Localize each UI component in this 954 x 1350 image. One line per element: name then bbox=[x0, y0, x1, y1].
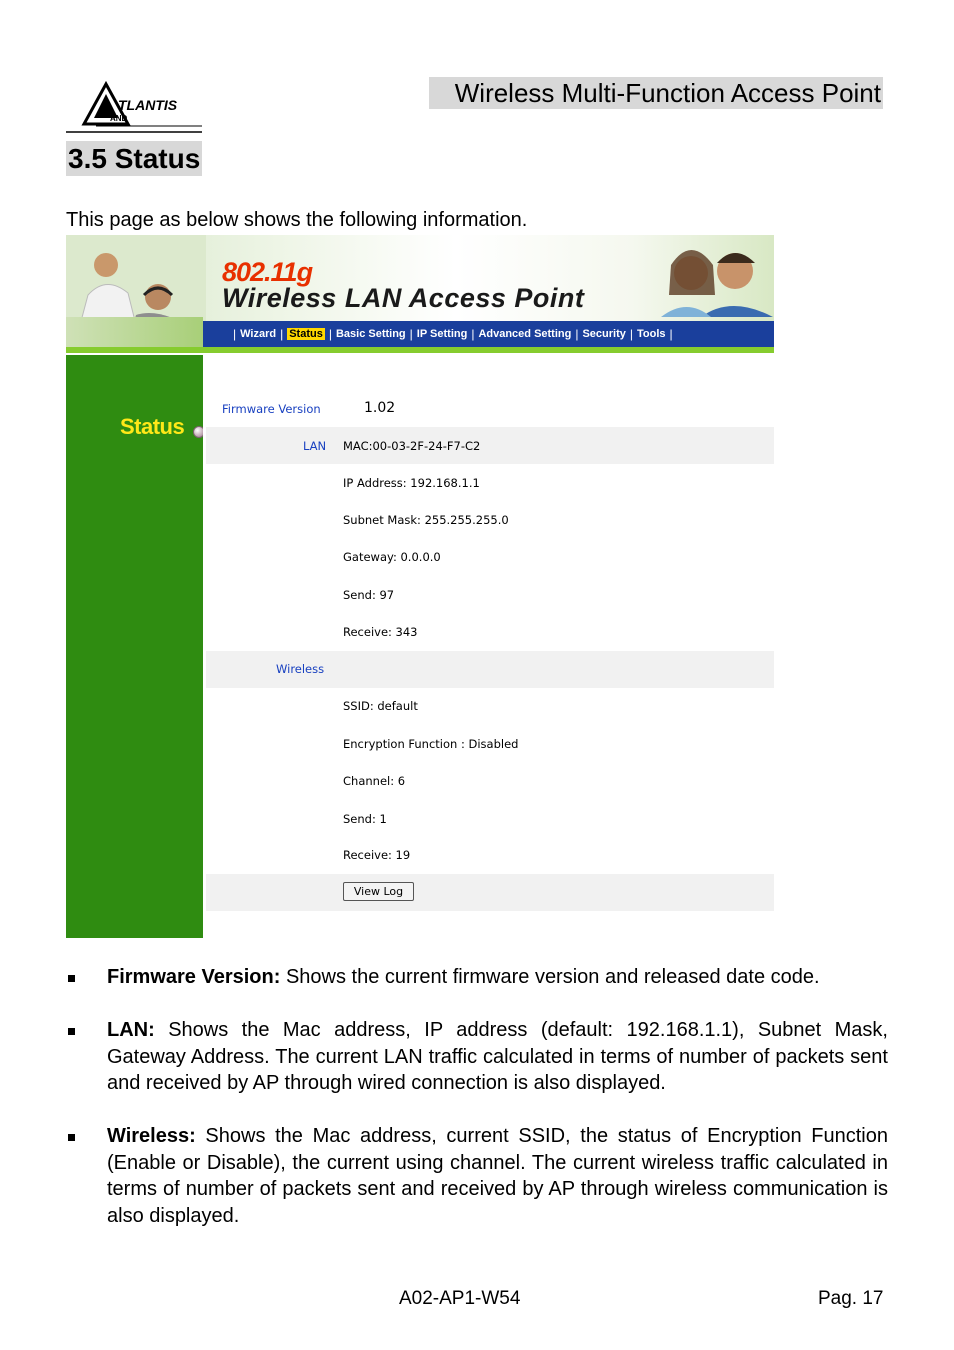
bullet-firmware bbox=[66, 964, 888, 991]
nav-separator: | bbox=[328, 327, 332, 341]
lan-gateway: Gateway: 0.0.0.0 bbox=[343, 550, 441, 564]
nav-advanced-setting[interactable]: Advanced Setting bbox=[478, 328, 572, 340]
firmware-value: 1.02 bbox=[364, 400, 396, 416]
svg-text:TLANTIS: TLANTIS bbox=[118, 97, 178, 113]
bullet-description: Shows the current firmware version and released date code. bbox=[280, 966, 820, 988]
nav-separator: | bbox=[629, 327, 634, 341]
nav-separator: | bbox=[575, 327, 579, 341]
wireless-receive: Receive: 19 bbox=[343, 848, 411, 862]
lan-label: LAN bbox=[303, 439, 327, 453]
status-content bbox=[203, 355, 774, 938]
bullet-term: Wireless: bbox=[107, 1125, 196, 1147]
nav-separator: | bbox=[409, 327, 413, 341]
status-page-screenshot bbox=[66, 235, 774, 938]
nav-wizard[interactable]: Wizard bbox=[240, 328, 277, 340]
banner-product-name: Wireless LAN Access Point bbox=[222, 283, 585, 313]
square-bullet-icon bbox=[68, 1028, 75, 1035]
nav-basic-setting[interactable]: Basic Setting bbox=[335, 328, 406, 340]
bullet-term: LAN: bbox=[107, 1019, 155, 1041]
banner-model: 802.11g bbox=[222, 257, 313, 287]
bullet-text bbox=[107, 964, 888, 991]
lan-ip: IP Address: 192.168.1.1 bbox=[343, 476, 480, 490]
nav-status[interactable]: Status bbox=[289, 328, 323, 340]
banner-photo-right bbox=[651, 235, 774, 317]
bullet-description: Shows the Mac address, current SSID, the status of Encryption Function (Enable or Disable), the current using channel. The current wireless traffic calculated in terms of number of packets sent and received by AP through wireless communication is also displayed. bbox=[107, 1125, 888, 1227]
footer-model-code: A02-AP1-W54 bbox=[399, 1288, 521, 1309]
bullet-wireless bbox=[66, 1123, 888, 1229]
bullet-lan bbox=[66, 1017, 888, 1097]
view-log-button[interactable]: View Log bbox=[343, 882, 414, 901]
wireless-ssid: SSID: default bbox=[343, 699, 418, 713]
page-number: Pag. 17 bbox=[818, 1288, 884, 1309]
svg-text:AND: AND bbox=[110, 114, 128, 123]
nav-separator: | bbox=[471, 327, 475, 341]
bullet-term: Firmware Version: bbox=[107, 966, 281, 988]
lan-mac: MAC:00-03-2F-24-F7-C2 bbox=[343, 439, 481, 453]
nav-separator: | bbox=[233, 327, 237, 341]
wireless-channel: Channel: 6 bbox=[343, 774, 406, 788]
intro-text: This page as below shows the following information. bbox=[66, 209, 528, 231]
lan-mask: Subnet Mask: 255.255.255.0 bbox=[343, 513, 509, 527]
top-nav bbox=[203, 321, 774, 347]
nav-security[interactable]: Security bbox=[582, 328, 626, 340]
nav-ip-setting[interactable]: IP Setting bbox=[416, 328, 468, 340]
wireless-encryption: Encryption Function : Disabled bbox=[343, 737, 519, 751]
document-title: Wireless Multi-Function Access Point bbox=[429, 77, 883, 109]
lan-receive: Receive: 343 bbox=[343, 625, 418, 639]
action-row-band bbox=[206, 874, 774, 911]
sidebar bbox=[66, 355, 203, 938]
lan-row-band bbox=[206, 427, 774, 464]
atlantis-logo bbox=[66, 80, 202, 140]
nav-separator: | bbox=[280, 327, 284, 341]
lan-send: Send: 97 bbox=[343, 588, 395, 602]
wireless-label: Wireless bbox=[276, 662, 325, 676]
section-heading: 3.5 Status bbox=[68, 143, 201, 174]
bullet-description: Shows the Mac address, IP address (default: 192.168.1.1), Subnet Mask, Gateway Address. The current LAN traffic calculated in terms of number of packets sent and received by AP through wired connection is also displayed. bbox=[107, 1019, 888, 1094]
bullet-text bbox=[107, 1017, 888, 1097]
square-bullet-icon bbox=[68, 975, 75, 982]
sidebar-title: Status bbox=[120, 414, 185, 439]
nav-separator: | bbox=[669, 327, 673, 341]
nav-underline bbox=[66, 347, 774, 353]
square-bullet-icon bbox=[68, 1134, 75, 1141]
nav-spacer bbox=[66, 317, 203, 349]
nav-tools[interactable]: Tools bbox=[637, 328, 666, 340]
wireless-send: Send: 1 bbox=[343, 812, 387, 826]
firmware-label: Firmware Version bbox=[222, 402, 321, 416]
bullet-text bbox=[107, 1123, 888, 1229]
